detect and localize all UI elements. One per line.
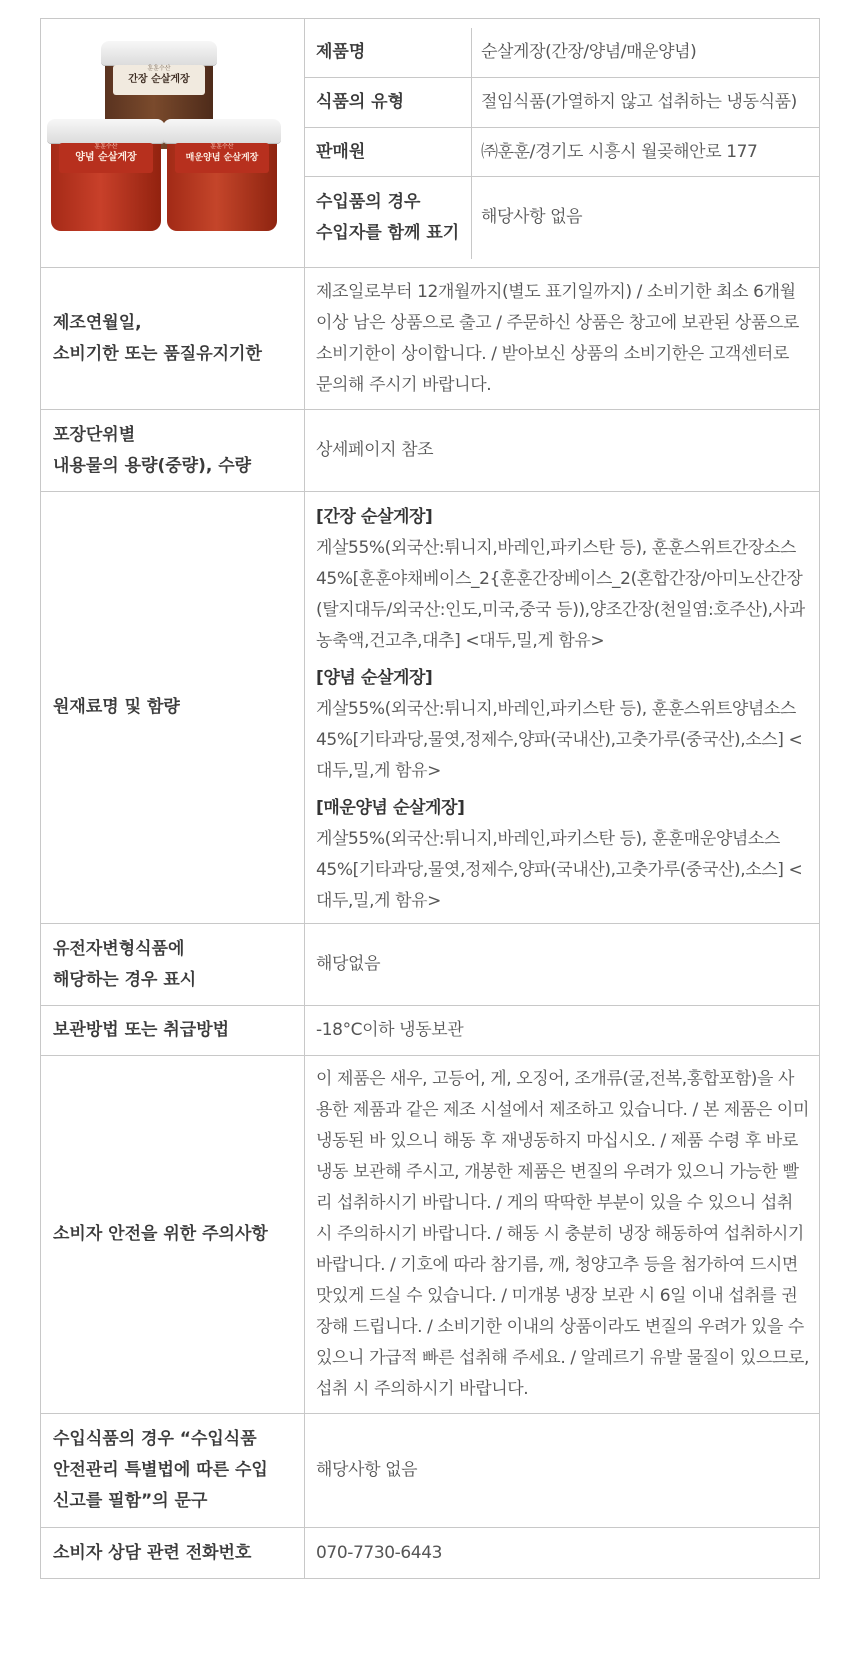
product-name-value: 순살게장(간장/양념/매운양념) [472,28,820,78]
expiry-value: 제조일로부터 12개월까지(별도 표기일까지) / 소비기한 최소 6개월 이상 남은 상품으로 출고 / 주문하신 상품은 창고에 보관된 상품으로 소비기한이 상이합니다. / 받아보신 상품의 소비기한은 고객센터로 문의해 주시기 바랍니다. [305,268,820,410]
jar-yangnyeom [47,119,165,231]
table-row [305,128,819,177]
importer-label-line1: 수입품의 경우 [316,191,421,212]
caution-value: 이 제품은 새우, 고등어, 게, 오징어, 조개류(굴,전복,홍합포함)을 사용한 제품과 같은 제조 시설에서 제조하고 있습니다. / 본 제품은 이미 냉동된 바 있으니 해동 후 재냉동하지 마십시오. / 제품 수령 후 바로 냉동 보관해 주시고, 개봉한 제품은 변질의 우려가 있으니 가능한 빨리 섭취하시기 바랍니다. / 게의 딱딱한 부분이 있을 수 있으니 섭취 시 주의하시기 바랍니다. / 해동 시 충분히 냉장 해동하여 섭취하시기 바랍니다. / 기호에 따라 참기름, 깨, 청양고추 등을 첨가하여 드시면 맛있게 드실 수 있습니다. / 미개봉 냉장 보관 시 6일 이내 섭취를 권장해 드립니다. / 소비기한 이내의 상품이라도 변질의 우려가 있을 수 있으니 가급적 빠른 섭취해 주세요. / 알레르기 유발 물질이 있으므로, 섭취 시 주의하시기 바랍니다. [305,1056,820,1414]
ingredient-text: 게살55%(외국산:튀니지,바레인,파키스탄 등), 훈훈스위트간장소스45%[훈훈야채베이스_2{훈훈간장베이스_2(혼합간장/아미노산간장(탈지대두/외국산:인도,미국,중국 등)),양조간장(천일염:호주산),사과농축액,건고추,대추] <대두,밀,게 함유> [316,538,805,651]
table-row [41,1414,820,1528]
expiry-label-line2: 소비기한 또는 품질유지기한 [53,343,262,364]
import-notice-label [41,1414,305,1528]
jar-label: 훈훈수산 매운양념 순살게장 [175,143,269,173]
table-row [41,924,820,1006]
phone-label: 소비자 상담 관련 전화번호 [41,1528,305,1579]
product-info-table [40,18,820,1579]
gmo-value: 해당없음 [305,924,820,1006]
ingredient-title: [간장 순살게장] [316,507,433,527]
ingredients-value [305,492,820,924]
gmo-label-line2: 해당하는 경우 표시 [53,969,197,990]
product-image-cell [41,19,305,268]
seller-label: 판매원 [305,128,472,177]
import-notice-label-line2: 안전관리 특별법에 따른 수입 [53,1460,268,1480]
table-row [41,1528,820,1579]
table-row [41,1056,820,1414]
ingredient-text: 게살55%(외국산:튀니지,바레인,파키스탄 등), 훈훈스위트양념소스45%[기타과당,물엿,정제수,양파(국내산),고춧가루(중국산),소스] <대두,밀,게 함유> [316,699,803,781]
capacity-label-line2: 내용물의 용량(중량), 수량 [53,455,252,476]
table-row [41,1006,820,1056]
food-type-label: 식품의 유형 [305,78,472,128]
storage-value: -18°C이하 냉동보관 [305,1006,820,1056]
ingredient-title: [매운양념 순살게장] [316,798,465,818]
table-row [305,78,819,128]
import-notice-label-line3: 신고를 필함”의 문구 [53,1491,208,1511]
product-image [41,19,304,267]
table-row [305,177,819,259]
phone-value: 070-7730-6443 [305,1528,820,1579]
jar-label: 훈훈수산 간장 순살게장 [113,65,205,95]
jar-spicy [163,119,281,231]
table-row [41,410,820,492]
table-row [41,492,820,924]
table-row [305,28,819,78]
expiry-label [41,268,305,410]
table-row [41,19,820,268]
capacity-value: 상세페이지 참조 [305,410,820,492]
food-type-value: 절임식품(가열하지 않고 섭취하는 냉동식품) [472,78,820,128]
importer-label-line2: 수입자를 함께 표기 [316,222,460,243]
ingredient-text: 게살55%(외국산:튀니지,바레인,파키스탄 등), 훈훈매운양념소스45%[기타과당,물엿,정제수,양파(국내산),고춧가루(중국산),소스] <대두,밀,게 함유> [316,829,803,911]
top-info-cell [305,19,820,268]
import-notice-label-line1: 수입식품의 경우 “수입식품 [53,1429,257,1449]
importer-label [305,177,472,259]
gmo-label [41,924,305,1006]
ingredients-label: 원재료명 및 함량 [41,492,305,924]
capacity-label-line1: 포장단위별 [53,424,136,445]
table-row [41,268,820,410]
caution-label: 소비자 안전을 위한 주의사항 [41,1056,305,1414]
ingredient-title: [양념 순살게장] [316,668,433,688]
seller-value: ㈜훈훈/경기도 시흥시 월곶해안로 177 [472,128,820,177]
gmo-label-line1: 유전자변형식품에 [53,938,185,959]
top-info-table [305,28,819,259]
expiry-label-line1: 제조연월일, [53,312,142,333]
importer-value: 해당사항 없음 [472,177,820,259]
jar-label: 훈훈수산 양념 순살게장 [59,143,153,173]
product-name-label: 제품명 [305,28,472,78]
capacity-label [41,410,305,492]
storage-label: 보관방법 또는 취급방법 [41,1006,305,1056]
import-notice-value: 해당사항 없음 [305,1414,820,1528]
product-info-table-wrapper [40,18,820,1579]
